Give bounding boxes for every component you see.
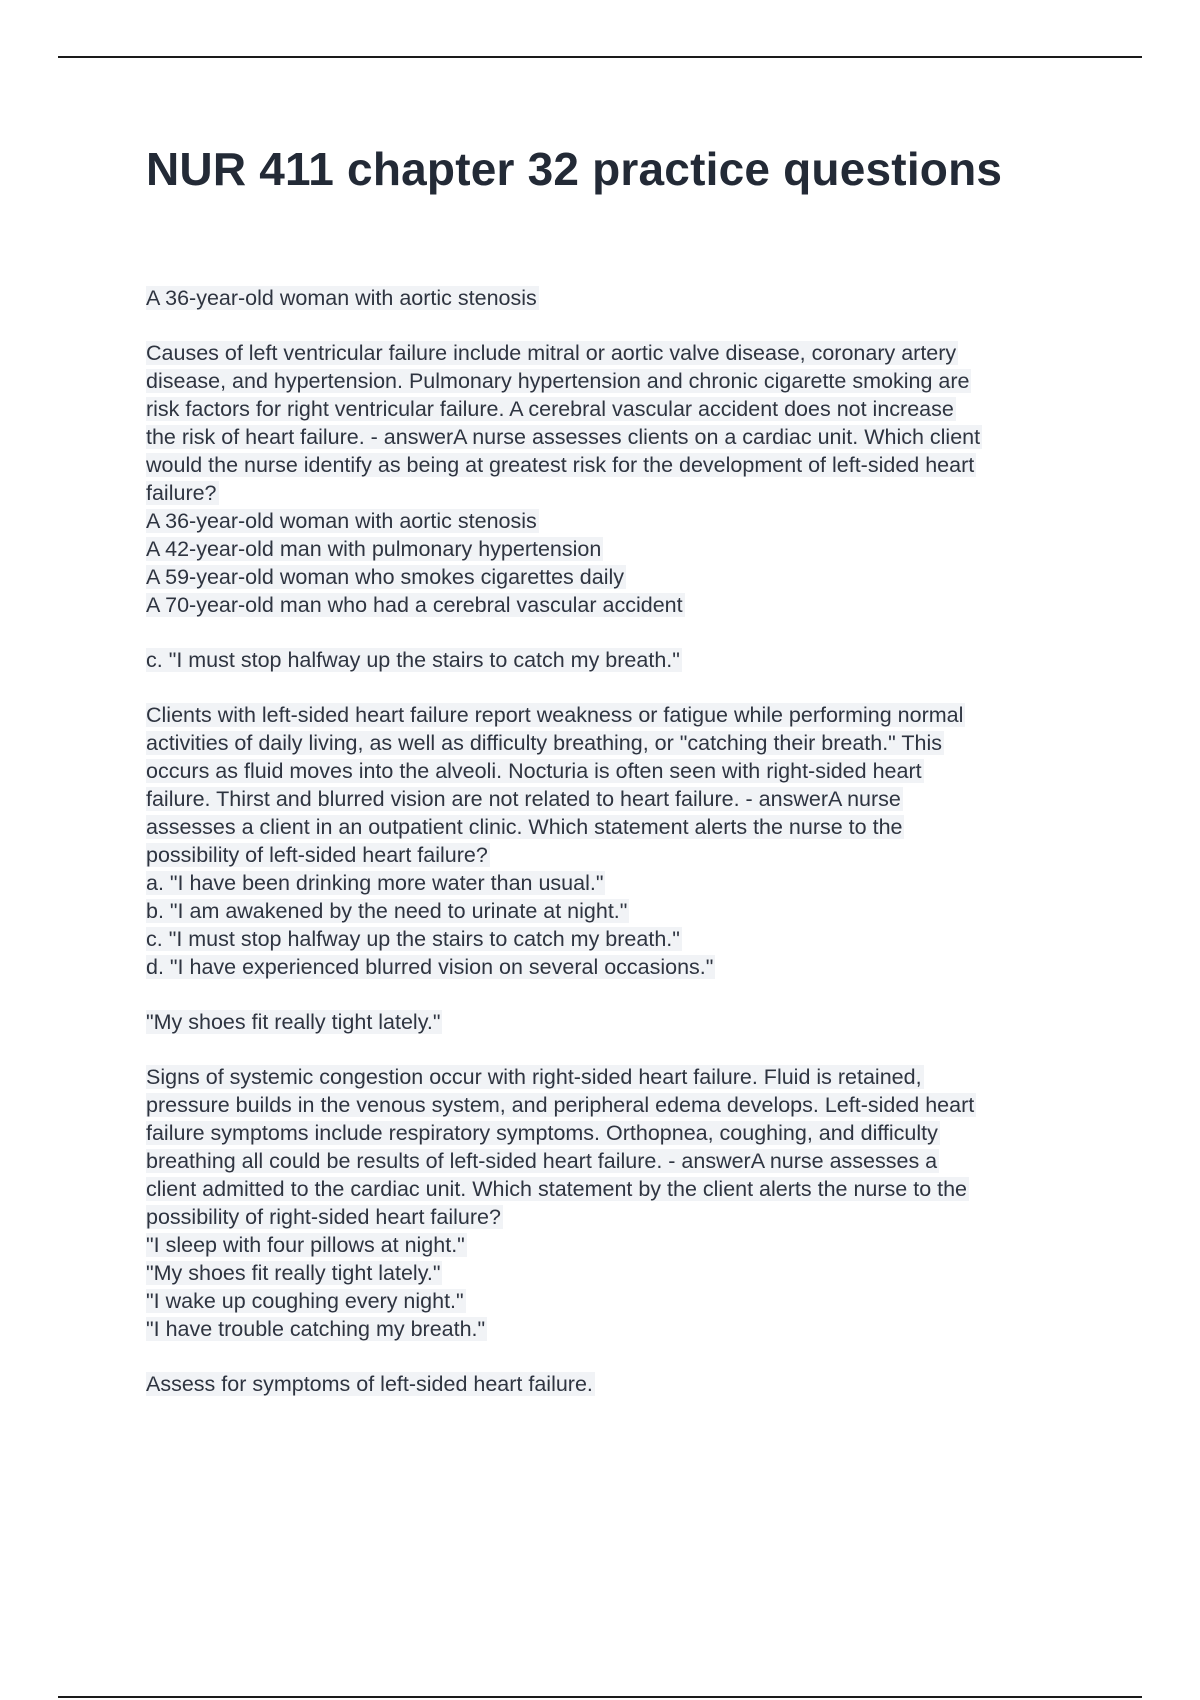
- question-line: risk factors for right ventricular failure. A cerebral vascular accident does not increase: [146, 397, 954, 421]
- question-line: assesses a client in an outpatient clinic. Which statement alerts the nurse to the: [146, 815, 903, 839]
- answer-block-3: [146, 1008, 1096, 1036]
- question-line: the risk of heart failure. - answerA nurse assesses clients on a cardiac unit. Which client: [146, 425, 981, 449]
- option-line: a. "I have been drinking more water than usual.": [146, 871, 604, 895]
- answer-text: A 36-year-old woman with aortic stenosis: [146, 286, 537, 310]
- page-title: NUR 411 chapter 32 practice questions: [146, 143, 1003, 195]
- option-line: "I sleep with four pillows at night.": [146, 1233, 465, 1257]
- question-line: Clients with left-sided heart failure report weakness or fatigue while performing normal: [146, 703, 964, 727]
- option-line: A 59-year-old woman who smokes cigarettes daily: [146, 565, 624, 589]
- option-line: A 42-year-old man with pulmonary hypertension: [146, 537, 602, 561]
- question-line: occurs as fluid moves into the alveoli. Nocturia is often seen with right-sided heart: [146, 759, 922, 783]
- option-line: d. "I have experienced blurred vision on several occasions.": [146, 955, 714, 979]
- option-line: "I have trouble catching my breath.": [146, 1317, 486, 1341]
- question-line: would the nurse identify as being at greatest risk for the development of left-sided heart: [146, 453, 975, 477]
- answer-block-4: [146, 1370, 1096, 1398]
- question-line: possibility of left-sided heart failure?: [146, 843, 488, 867]
- question-block-1: [146, 339, 1096, 619]
- answer-text: Assess for symptoms of left-sided heart failure.: [146, 1372, 593, 1396]
- document-body: [146, 284, 1096, 1425]
- question-line: failure. Thirst and blurred vision are not related to heart failure. - answerA nurse: [146, 787, 901, 811]
- top-rule: [58, 56, 1142, 58]
- answer-block-1: [146, 284, 1096, 312]
- bottom-rule: [58, 1696, 1142, 1698]
- answer-text: "My shoes fit really tight lately.": [146, 1010, 441, 1034]
- question-line: breathing all could be results of left-sided heart failure. - answerA nurse assesses a: [146, 1149, 938, 1173]
- question-block-3: [146, 1063, 1096, 1343]
- question-line: client admitted to the cardiac unit. Which statement by the client alerts the nurse to the: [146, 1177, 968, 1201]
- question-line: failure?: [146, 481, 217, 505]
- option-line: A 70-year-old man who had a cerebral vascular accident: [146, 593, 683, 617]
- question-line: activities of daily living, as well as difficulty breathing, or "catching their breath." This: [146, 731, 943, 755]
- question-line: failure symptoms include respiratory symptoms. Orthopnea, coughing, and difficulty: [146, 1121, 938, 1145]
- option-line: b. "I am awakened by the need to urinate at night.": [146, 899, 628, 923]
- option-line: c. "I must stop halfway up the stairs to catch my breath.": [146, 927, 680, 951]
- answer-block-2: [146, 646, 1096, 674]
- question-line: Signs of systemic congestion occur with right-sided heart failure. Fluid is retained,: [146, 1065, 922, 1089]
- option-line: "My shoes fit really tight lately.": [146, 1261, 441, 1285]
- option-line: "I wake up coughing every night.": [146, 1289, 464, 1313]
- question-line: pressure builds in the venous system, and peripheral edema develops. Left-sided heart: [146, 1093, 975, 1117]
- question-line: disease, and hypertension. Pulmonary hypertension and chronic cigarette smoking are: [146, 369, 970, 393]
- question-line: possibility of right-sided heart failure?: [146, 1205, 501, 1229]
- answer-text: c. "I must stop halfway up the stairs to catch my breath.": [146, 648, 680, 672]
- question-line: Causes of left ventricular failure include mitral or aortic valve disease, coronary artery: [146, 341, 957, 365]
- question-block-2: [146, 701, 1096, 981]
- option-line: A 36-year-old woman with aortic stenosis: [146, 509, 537, 533]
